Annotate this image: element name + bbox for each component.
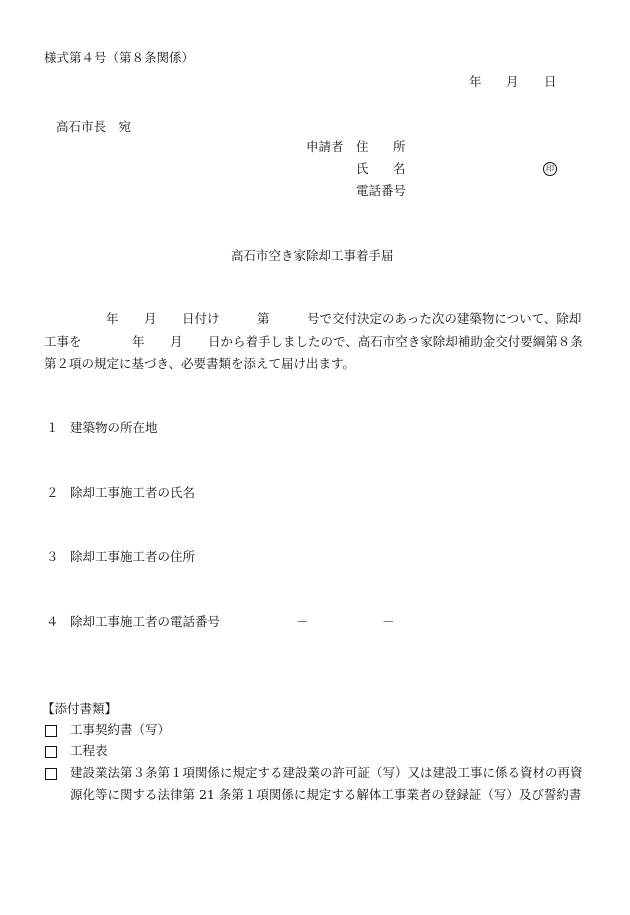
applicant-tel-label: 電話番号: [356, 183, 407, 198]
phone-dash-1: －: [296, 614, 309, 629]
attachment-1-label: 工事契約書（写）: [70, 722, 171, 737]
body-line-2-text: 日から着手しましたので、高石市空き家除却補助金交付要綱第８条: [208, 334, 583, 349]
phone-dash-2: －: [382, 614, 395, 629]
body-line-2-start: 工事を: [44, 334, 82, 349]
body-line-3-text: 第２項の規定に基づき、必要書類を添えて届け出ます。: [44, 356, 356, 371]
body-line-1: [44, 313, 589, 327]
item-2-number: ２: [46, 485, 59, 500]
body-year-label: 年: [106, 311, 119, 326]
item-2-label: 除却工事施工者の氏名: [70, 485, 196, 500]
body-line-2: [44, 336, 589, 350]
applicant-name-label-2: 名: [393, 161, 406, 176]
form-number: 様式第４号（第８条関係）: [44, 50, 195, 65]
body-line-2-year: 年: [132, 334, 145, 349]
item-4-label: 除却工事施工者の電話番号: [70, 614, 221, 629]
seal-mark: 印: [543, 162, 557, 176]
applicant-address-label-2: 所: [393, 139, 406, 154]
item-3-number: ３: [46, 549, 59, 564]
document-title: 高石市空き家除却工事着手届: [231, 248, 394, 263]
attachment-3-label-cont: 源化等に関する法律第 21 条第１項関係に規定する解体工事業者の登録証（写）及び誓約書: [70, 787, 582, 802]
attachment-2-label: 工程表: [70, 743, 108, 758]
attachment-3-checkbox[interactable]: [45, 768, 57, 780]
item-1-number: １: [46, 420, 59, 435]
body-month-label: 月: [144, 311, 157, 326]
body-line-3: [44, 358, 589, 372]
applicant-name-label: 氏: [356, 161, 369, 176]
attachment-3-label: 建設業法第３条第１項関係に規定する建設業の許可証（写）又は建設工事に係る資材の再資: [70, 765, 583, 780]
body-no-prefix: 第: [257, 311, 270, 326]
attachment-2-checkbox[interactable]: [45, 746, 57, 758]
attachment-1-checkbox[interactable]: [45, 725, 57, 737]
attachments-title: 【添付書類】: [42, 701, 118, 716]
applicant-label: 申請者: [306, 139, 344, 154]
body-line-2-month: 月: [170, 334, 183, 349]
item-4-number: ４: [46, 614, 59, 629]
date-day-label: 日: [544, 74, 557, 89]
item-1-label: 建築物の所在地: [70, 420, 158, 435]
addressee: 高石市長 宛: [56, 119, 132, 134]
date-year-label: 年: [469, 74, 482, 89]
date-month-label: 月: [506, 74, 519, 89]
body-dated-label: 日付け: [182, 311, 220, 326]
item-3-label: 除却工事施工者の住所: [70, 549, 196, 564]
body-line-1-text: 号で交付決定のあった次の建築物について、除却: [307, 311, 582, 326]
applicant-address-label: 住: [356, 139, 369, 154]
